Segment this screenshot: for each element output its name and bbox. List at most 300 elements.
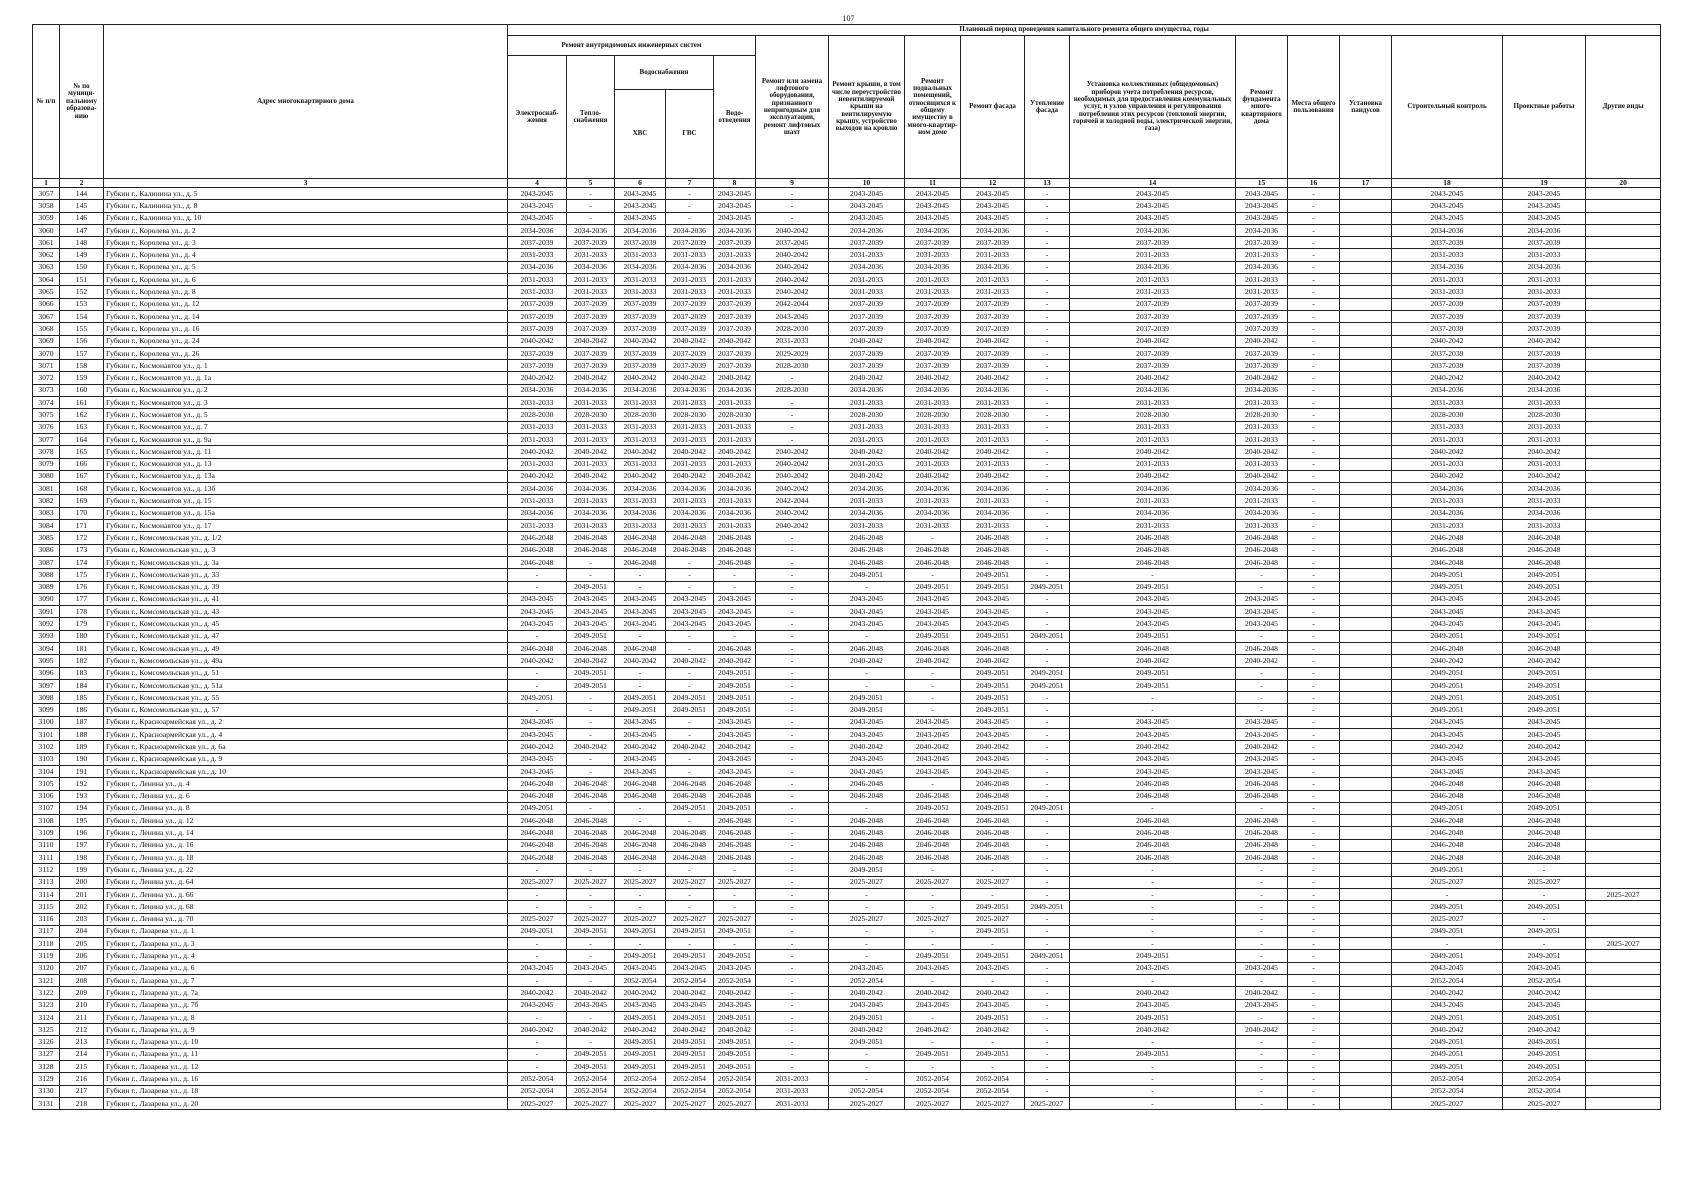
table-cell: 2031-2033 bbox=[829, 249, 905, 261]
table-cell: - bbox=[1025, 790, 1070, 802]
table-cell: 2031-2033 bbox=[1503, 520, 1586, 532]
table-cell: - bbox=[756, 532, 829, 544]
table-cell: 2046-2048 bbox=[615, 790, 666, 802]
table-cell: 2031-2033 bbox=[961, 274, 1025, 286]
table-cell: - bbox=[1236, 1085, 1288, 1097]
table-cell: - bbox=[1025, 532, 1070, 544]
table-cell: - bbox=[508, 938, 567, 950]
address-cell: Губкин г., Лазарева ул., д. 6 bbox=[104, 962, 508, 974]
table-cell: 2043-2045 bbox=[714, 729, 756, 741]
table-cell: - bbox=[1288, 667, 1340, 679]
table-cell bbox=[1340, 556, 1392, 568]
address-cell: Губкин г., Космонавтов ул., д. 7 bbox=[104, 421, 508, 433]
table-cell: 2046-2048 bbox=[829, 827, 905, 839]
table-cell bbox=[1586, 581, 1661, 593]
table-cell: - bbox=[1288, 630, 1340, 642]
table-cell bbox=[1586, 815, 1661, 827]
table-cell: 2031-2033 bbox=[615, 249, 666, 261]
table-cell: 2037-2039 bbox=[714, 298, 756, 310]
table-cell: 2049-2051 bbox=[567, 667, 615, 679]
table-cell: 168 bbox=[60, 483, 104, 495]
table-cell: 2031-2033 bbox=[756, 335, 829, 347]
table-cell: 2034-2036 bbox=[1503, 261, 1586, 273]
table-cell: 2031-2033 bbox=[666, 274, 714, 286]
table-cell bbox=[1586, 384, 1661, 396]
table-cell: - bbox=[961, 975, 1025, 987]
table-cell: 2034-2036 bbox=[567, 507, 615, 519]
table-cell: 3130 bbox=[33, 1085, 60, 1097]
table-cell: - bbox=[1236, 802, 1288, 814]
table-cell: 2040-2042 bbox=[615, 470, 666, 482]
table-cell bbox=[1586, 999, 1661, 1011]
table-cell: 2031-2033 bbox=[829, 458, 905, 470]
table-cell: 2046-2048 bbox=[1236, 544, 1288, 556]
table-cell: 2028-2030 bbox=[756, 323, 829, 335]
table-cell: 2031-2033 bbox=[567, 249, 615, 261]
table-cell: 2031-2033 bbox=[1503, 286, 1586, 298]
table-cell: 2031-2033 bbox=[615, 520, 666, 532]
table-cell: - bbox=[615, 901, 666, 913]
table-cell: 2043-2045 bbox=[714, 212, 756, 224]
table-cell: 187 bbox=[60, 716, 104, 728]
table-cell: - bbox=[567, 200, 615, 212]
table-cell: 2043-2045 bbox=[1236, 729, 1288, 741]
table-cell bbox=[1340, 458, 1392, 470]
table-cell: 3084 bbox=[33, 520, 60, 532]
table-cell: - bbox=[1288, 261, 1340, 273]
table-cell: - bbox=[756, 667, 829, 679]
table-cell: 2031-2033 bbox=[666, 520, 714, 532]
table-cell bbox=[1586, 188, 1661, 200]
table-cell bbox=[1586, 507, 1661, 519]
table-cell: 2043-2045 bbox=[714, 753, 756, 765]
table-cell: 2049-2051 bbox=[1392, 1011, 1503, 1023]
table-cell: 2046-2048 bbox=[829, 815, 905, 827]
table-cell: - bbox=[567, 938, 615, 950]
table-cell: 2031-2033 bbox=[714, 397, 756, 409]
table-cell: 2040-2042 bbox=[1070, 655, 1236, 667]
table-cell: 2025-2027 bbox=[615, 913, 666, 925]
table-cell: - bbox=[961, 1061, 1025, 1073]
table-cell: 2049-2051 bbox=[1392, 1048, 1503, 1060]
table-cell: 2040-2042 bbox=[666, 372, 714, 384]
table-cell: 2040-2042 bbox=[961, 741, 1025, 753]
table-cell: - bbox=[829, 901, 905, 913]
column-number: 9 bbox=[756, 179, 829, 188]
table-cell: 2046-2048 bbox=[567, 544, 615, 556]
table-row bbox=[33, 397, 1661, 409]
table-cell bbox=[1586, 618, 1661, 630]
table-cell: 2031-2033 bbox=[508, 520, 567, 532]
table-cell: 2034-2036 bbox=[615, 483, 666, 495]
table-cell: 160 bbox=[60, 384, 104, 396]
table-cell: - bbox=[1236, 901, 1288, 913]
table-cell: - bbox=[1025, 839, 1070, 851]
table-cell: 2037-2039 bbox=[714, 347, 756, 359]
table-cell: 2049-2051 bbox=[1025, 802, 1070, 814]
table-cell bbox=[1340, 483, 1392, 495]
table-cell: - bbox=[508, 569, 567, 581]
table-cell: 2031-2033 bbox=[905, 495, 961, 507]
address-cell: Губкин г., Космонавтов ул., д. 15а bbox=[104, 507, 508, 519]
table-cell: 2049-2051 bbox=[829, 569, 905, 581]
table-cell: - bbox=[756, 569, 829, 581]
table-cell: 2046-2048 bbox=[1070, 815, 1236, 827]
table-cell: 2031-2033 bbox=[1070, 433, 1236, 445]
table-cell: 2049-2051 bbox=[961, 581, 1025, 593]
address-cell: Губкин г., Королева ул., д. 3 bbox=[104, 237, 508, 249]
table-cell: 2049-2051 bbox=[1392, 704, 1503, 716]
table-cell: 2034-2036 bbox=[714, 507, 756, 519]
table-row bbox=[33, 1011, 1661, 1023]
table-cell: 2037-2039 bbox=[1070, 360, 1236, 372]
table-cell: 2031-2033 bbox=[666, 433, 714, 445]
table-cell: 2040-2042 bbox=[508, 446, 567, 458]
table-cell: 3089 bbox=[33, 581, 60, 593]
table-cell: 2031-2033 bbox=[615, 421, 666, 433]
table-cell: 2040-2042 bbox=[1392, 446, 1503, 458]
table-cell: 2025-2027 bbox=[961, 876, 1025, 888]
address-cell: Губкин г., Ленина ул., д. 12 bbox=[104, 815, 508, 827]
table-cell: 2037-2039 bbox=[666, 237, 714, 249]
table-cell: 2049-2051 bbox=[1503, 1061, 1586, 1073]
table-cell: 2046-2048 bbox=[905, 544, 961, 556]
table-cell: - bbox=[1025, 323, 1070, 335]
table-cell: 2049-2051 bbox=[567, 679, 615, 691]
table-cell: 2040-2042 bbox=[905, 470, 961, 482]
table-cell: 2043-2045 bbox=[666, 593, 714, 605]
table-cell: 2049-2051 bbox=[615, 704, 666, 716]
table-cell: 2031-2033 bbox=[1392, 520, 1503, 532]
table-cell: - bbox=[1288, 1048, 1340, 1060]
table-row bbox=[33, 913, 1661, 925]
table-cell: 2034-2036 bbox=[1392, 507, 1503, 519]
table-cell: 155 bbox=[60, 323, 104, 335]
table-cell: 2046-2048 bbox=[829, 544, 905, 556]
table-cell: - bbox=[615, 938, 666, 950]
table-cell: 2043-2045 bbox=[1236, 606, 1288, 618]
table-cell bbox=[1340, 753, 1392, 765]
table-cell: 2046-2048 bbox=[1503, 544, 1586, 556]
address-cell: Губкин г., Ленина ул., д. 64 bbox=[104, 876, 508, 888]
table-cell: 2034-2036 bbox=[615, 384, 666, 396]
table-cell: 2052-2054 bbox=[508, 1073, 567, 1085]
table-cell: 2046-2048 bbox=[714, 532, 756, 544]
address-cell: Губкин г., Ленина ул., д. 18 bbox=[104, 852, 508, 864]
table-cell: 2052-2054 bbox=[961, 1085, 1025, 1097]
table-cell: 2049-2051 bbox=[1503, 630, 1586, 642]
table-cell: - bbox=[1025, 212, 1070, 224]
table-cell: - bbox=[1025, 274, 1070, 286]
table-cell: 2034-2036 bbox=[961, 507, 1025, 519]
table-cell bbox=[1586, 975, 1661, 987]
table-cell: 2031-2033 bbox=[1070, 495, 1236, 507]
table-cell: 2043-2045 bbox=[961, 593, 1025, 605]
table-cell: 2043-2045 bbox=[905, 200, 961, 212]
page-number: 107 bbox=[842, 14, 855, 23]
table-cell: - bbox=[1025, 237, 1070, 249]
table-cell: 2052-2054 bbox=[615, 975, 666, 987]
table-cell bbox=[1586, 224, 1661, 236]
table-cell: - bbox=[1025, 753, 1070, 765]
table-cell: 2034-2036 bbox=[1070, 507, 1236, 519]
table-cell: 2046-2048 bbox=[1392, 852, 1503, 864]
table-cell: 2043-2045 bbox=[1503, 765, 1586, 777]
table-cell: 3090 bbox=[33, 593, 60, 605]
table-cell: 2040-2042 bbox=[1070, 1024, 1236, 1036]
table-cell: - bbox=[756, 1036, 829, 1048]
table-cell: 2031-2033 bbox=[756, 1085, 829, 1097]
table-cell: 2031-2033 bbox=[961, 520, 1025, 532]
table-cell: 2025-2027 bbox=[567, 876, 615, 888]
table-cell: 2025-2027 bbox=[567, 913, 615, 925]
table-cell: - bbox=[905, 975, 961, 987]
table-cell: - bbox=[508, 630, 567, 642]
table-cell: - bbox=[756, 827, 829, 839]
table-cell: - bbox=[1503, 864, 1586, 876]
table-cell bbox=[1586, 298, 1661, 310]
table-row bbox=[33, 446, 1661, 458]
col-header-roof: Ремонт крыши, в том числе переустройство невентилируемой крыши на вентилируемую крышу, устройство выходов на кровлю bbox=[829, 36, 905, 179]
table-cell: - bbox=[1288, 188, 1340, 200]
table-row bbox=[33, 901, 1661, 913]
table-cell: 2034-2036 bbox=[508, 224, 567, 236]
table-cell: 3069 bbox=[33, 335, 60, 347]
table-cell: 2037-2039 bbox=[508, 237, 567, 249]
table-cell: 2031-2033 bbox=[829, 274, 905, 286]
table-cell: 2025-2027 bbox=[508, 876, 567, 888]
table-cell: 2049-2051 bbox=[1392, 1061, 1503, 1073]
table-cell: 2034-2036 bbox=[905, 224, 961, 236]
table-cell bbox=[1340, 729, 1392, 741]
table-cell: - bbox=[961, 1036, 1025, 1048]
table-cell: 178 bbox=[60, 606, 104, 618]
table-cell: 2046-2048 bbox=[1503, 556, 1586, 568]
table-cell: 2037-2039 bbox=[1070, 347, 1236, 359]
address-cell: Губкин г., Ленина ул., д. 68 bbox=[104, 901, 508, 913]
address-cell: Губкин г., Королева ул., д. 2 bbox=[104, 224, 508, 236]
table-cell: 3118 bbox=[33, 938, 60, 950]
table-row bbox=[33, 716, 1661, 728]
table-cell bbox=[1340, 704, 1392, 716]
table-cell: - bbox=[1025, 716, 1070, 728]
table-cell: - bbox=[567, 888, 615, 900]
table-cell: - bbox=[829, 1048, 905, 1060]
table-cell: - bbox=[905, 901, 961, 913]
address-cell: Губкин г., Красноармейская ул., д. 9 bbox=[104, 753, 508, 765]
table-cell: 2031-2033 bbox=[714, 433, 756, 445]
table-cell: 2031-2033 bbox=[961, 495, 1025, 507]
address-cell: Губкин г., Комсомольская ул., д. 45 bbox=[104, 618, 508, 630]
table-cell: 2046-2048 bbox=[508, 815, 567, 827]
table-cell: 2037-2039 bbox=[905, 360, 961, 372]
table-cell: 2043-2045 bbox=[1070, 212, 1236, 224]
table-cell: 2043-2045 bbox=[615, 765, 666, 777]
table-cell: 2025-2027 bbox=[905, 1097, 961, 1109]
table-cell: 2040-2042 bbox=[756, 274, 829, 286]
table-cell: 163 bbox=[60, 421, 104, 433]
table-cell: 2049-2051 bbox=[961, 1011, 1025, 1023]
table-cell: 2043-2045 bbox=[714, 765, 756, 777]
table-cell: 2040-2042 bbox=[508, 741, 567, 753]
table-cell: 2043-2045 bbox=[1070, 962, 1236, 974]
table-cell: 2040-2042 bbox=[756, 520, 829, 532]
table-cell: 2037-2039 bbox=[1392, 298, 1503, 310]
address-cell: Губкин г., Космонавтов ул., д. 13б bbox=[104, 483, 508, 495]
table-cell: 2049-2051 bbox=[905, 802, 961, 814]
table-cell: 2043-2045 bbox=[829, 606, 905, 618]
table-cell bbox=[1340, 630, 1392, 642]
table-cell: - bbox=[1025, 938, 1070, 950]
table-cell: - bbox=[756, 692, 829, 704]
address-cell: Губкин г., Королева ул., д. 8 bbox=[104, 286, 508, 298]
table-cell: - bbox=[756, 1061, 829, 1073]
table-cell: 2040-2042 bbox=[1070, 987, 1236, 999]
table-cell bbox=[1586, 790, 1661, 802]
table-cell: 2031-2033 bbox=[829, 495, 905, 507]
table-cell: 2046-2048 bbox=[1503, 790, 1586, 802]
table-cell: - bbox=[1025, 372, 1070, 384]
table-cell: 2046-2048 bbox=[829, 839, 905, 851]
table-cell: 2031-2033 bbox=[508, 249, 567, 261]
table-cell: 2043-2045 bbox=[829, 618, 905, 630]
table-cell: 172 bbox=[60, 532, 104, 544]
table-cell: 2046-2048 bbox=[829, 642, 905, 654]
table-cell: 2046-2048 bbox=[1236, 778, 1288, 790]
table-cell: 2037-2039 bbox=[567, 347, 615, 359]
table-cell: 2034-2036 bbox=[961, 483, 1025, 495]
table-cell: 2046-2048 bbox=[508, 778, 567, 790]
table-cell bbox=[1340, 495, 1392, 507]
table-cell: - bbox=[666, 716, 714, 728]
table-cell: - bbox=[961, 888, 1025, 900]
table-cell: 2025-2027 bbox=[508, 1097, 567, 1109]
table-cell: 2043-2045 bbox=[829, 593, 905, 605]
table-cell: 2043-2045 bbox=[961, 606, 1025, 618]
address-cell: Губкин г., Комсомольская ул., д. 49а bbox=[104, 655, 508, 667]
table-cell: 2040-2042 bbox=[615, 1024, 666, 1036]
table-cell: - bbox=[1288, 286, 1340, 298]
table-cell: 2040-2042 bbox=[1503, 470, 1586, 482]
table-cell: 2040-2042 bbox=[1392, 470, 1503, 482]
table-cell: - bbox=[1288, 237, 1340, 249]
column-number: 1 bbox=[33, 179, 60, 188]
table-cell: 2031-2033 bbox=[756, 1097, 829, 1109]
table-cell bbox=[1586, 495, 1661, 507]
table-cell: 2049-2051 bbox=[961, 950, 1025, 962]
table-cell: 3065 bbox=[33, 286, 60, 298]
table-cell: - bbox=[1025, 925, 1070, 937]
table-cell: 2046-2048 bbox=[829, 852, 905, 864]
table-cell bbox=[1340, 507, 1392, 519]
table-cell: 2040-2042 bbox=[666, 470, 714, 482]
table-cell: - bbox=[1288, 372, 1340, 384]
table-cell: 2031-2033 bbox=[508, 274, 567, 286]
table-cell: 2040-2042 bbox=[961, 470, 1025, 482]
table-cell bbox=[1340, 987, 1392, 999]
table-cell bbox=[1586, 852, 1661, 864]
table-cell: 185 bbox=[60, 692, 104, 704]
table-cell: - bbox=[1288, 1011, 1340, 1023]
address-cell: Губкин г., Лазарева ул., д. 1 bbox=[104, 925, 508, 937]
table-cell: 2049-2051 bbox=[666, 802, 714, 814]
table-cell: 2046-2048 bbox=[905, 839, 961, 851]
table-cell: 191 bbox=[60, 765, 104, 777]
table-cell: 2031-2033 bbox=[905, 520, 961, 532]
table-cell: 2037-2039 bbox=[961, 310, 1025, 322]
table-cell: 2040-2042 bbox=[666, 987, 714, 999]
table-row bbox=[33, 569, 1661, 581]
table-cell: 2049-2051 bbox=[829, 692, 905, 704]
table-cell: - bbox=[1503, 888, 1586, 900]
table-cell: 2049-2051 bbox=[567, 581, 615, 593]
table-cell: - bbox=[567, 950, 615, 962]
table-cell: 2040-2042 bbox=[567, 372, 615, 384]
table-cell bbox=[1340, 913, 1392, 925]
table-cell: - bbox=[1025, 852, 1070, 864]
table-cell: 2037-2039 bbox=[714, 237, 756, 249]
address-cell: Губкин г., Лазарева ул., д. 7 bbox=[104, 975, 508, 987]
table-cell: 2043-2045 bbox=[961, 753, 1025, 765]
table-cell: 2046-2048 bbox=[714, 790, 756, 802]
table-cell: 2034-2036 bbox=[1503, 384, 1586, 396]
table-cell: 2049-2051 bbox=[905, 630, 961, 642]
table-cell bbox=[1340, 200, 1392, 212]
table-cell: 2031-2033 bbox=[1070, 421, 1236, 433]
table-row bbox=[33, 372, 1661, 384]
table-cell: 2049-2051 bbox=[961, 704, 1025, 716]
address-cell: Губкин г., Комсомольская ул., д. 57 bbox=[104, 704, 508, 716]
table-cell: 2049-2051 bbox=[1070, 581, 1236, 593]
table-cell: 2034-2036 bbox=[829, 507, 905, 519]
table-cell bbox=[1586, 520, 1661, 532]
table-cell: 2037-2039 bbox=[615, 310, 666, 322]
table-cell: - bbox=[1503, 913, 1586, 925]
table-cell: 2040-2042 bbox=[615, 335, 666, 347]
table-cell: - bbox=[1236, 1073, 1288, 1085]
table-cell: - bbox=[756, 975, 829, 987]
address-cell: Губкин г., Комсомольская ул., д. 43 bbox=[104, 606, 508, 618]
table-cell: 2046-2048 bbox=[615, 852, 666, 864]
table-row bbox=[33, 888, 1661, 900]
table-cell bbox=[1340, 1024, 1392, 1036]
table-cell: 2042-2044 bbox=[756, 298, 829, 310]
table-row bbox=[33, 618, 1661, 630]
column-number: 19 bbox=[1503, 179, 1586, 188]
table-cell: 2031-2033 bbox=[1070, 520, 1236, 532]
table-cell: 2043-2045 bbox=[1070, 753, 1236, 765]
table-cell: - bbox=[756, 200, 829, 212]
table-cell: 2046-2048 bbox=[905, 642, 961, 654]
table-cell: 215 bbox=[60, 1061, 104, 1073]
table-cell: - bbox=[756, 729, 829, 741]
table-cell bbox=[1340, 347, 1392, 359]
table-cell: - bbox=[1025, 188, 1070, 200]
table-cell: 2034-2036 bbox=[1392, 384, 1503, 396]
table-cell: 2046-2048 bbox=[1392, 556, 1503, 568]
table-cell: 2031-2033 bbox=[961, 397, 1025, 409]
table-cell: 2031-2033 bbox=[1392, 286, 1503, 298]
table-cell: 161 bbox=[60, 397, 104, 409]
table-cell: 2043-2045 bbox=[508, 606, 567, 618]
table-cell bbox=[1340, 261, 1392, 273]
table-cell: - bbox=[1070, 876, 1236, 888]
table-cell: 2049-2051 bbox=[829, 1011, 905, 1023]
table-cell bbox=[1586, 704, 1661, 716]
table-cell: 2040-2042 bbox=[1236, 655, 1288, 667]
table-cell: 2025-2027 bbox=[1392, 876, 1503, 888]
table-cell: 2049-2051 bbox=[1503, 667, 1586, 679]
